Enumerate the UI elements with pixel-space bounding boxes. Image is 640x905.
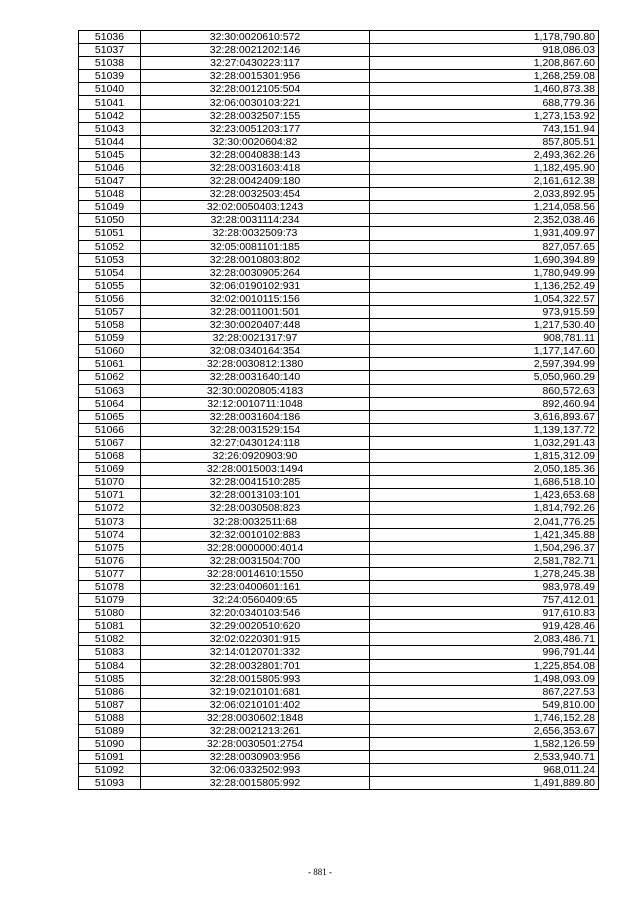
cadastral-value: 996,791.44 (370, 646, 599, 659)
cadastral-number: 32:14:0120701:332 (141, 646, 370, 659)
cadastral-value: 1,054,322.57 (370, 292, 599, 305)
row-number: 51053 (79, 253, 141, 266)
cadastral-number: 32:30:0020805:4183 (141, 384, 370, 397)
cadastral-number: 32:28:0031504:700 (141, 554, 370, 567)
cadastral-value: 2,656,353.67 (370, 724, 599, 737)
table-row (79, 607, 599, 620)
table-row (79, 698, 599, 711)
cadastral-value: 2,083,486.71 (370, 633, 599, 646)
row-number: 51037 (79, 44, 141, 57)
table-row (79, 541, 599, 554)
cadastral-number: 32:23:0400601:161 (141, 580, 370, 593)
cadastral-value: 1,182,495.90 (370, 161, 599, 174)
row-number: 51070 (79, 476, 141, 489)
table-row (79, 371, 599, 384)
row-number: 51089 (79, 724, 141, 737)
cadastral-number: 32:30:0020610:572 (141, 31, 370, 44)
cadastral-value: 688,779.36 (370, 96, 599, 109)
cadastral-number: 32:28:0021202:146 (141, 44, 370, 57)
cadastral-value: 1,278,245.38 (370, 567, 599, 580)
row-number: 51074 (79, 528, 141, 541)
table-row (79, 724, 599, 737)
cadastral-value: 1,225,854.08 (370, 659, 599, 672)
cadastral-number: 32:06:0030103:221 (141, 96, 370, 109)
table-row (79, 279, 599, 292)
cadastral-value: 857,805.51 (370, 135, 599, 148)
table-row (79, 751, 599, 764)
cadastral-value: 1,214,058.56 (370, 201, 599, 214)
row-number: 51058 (79, 319, 141, 332)
table-row (79, 489, 599, 502)
row-number: 51066 (79, 423, 141, 436)
cadastral-value: 1,815,312.09 (370, 450, 599, 463)
cadastral-value: 1,032,291.43 (370, 436, 599, 449)
cadastral-number: 32:27:0430124:118 (141, 436, 370, 449)
cadastral-value: 757,412.01 (370, 594, 599, 607)
cadastral-number: 32:24:0560409:65 (141, 594, 370, 607)
cadastral-number: 32:28:0030903:956 (141, 751, 370, 764)
table-row (79, 319, 599, 332)
cadastral-value: 2,041,776.25 (370, 515, 599, 528)
table-row (79, 450, 599, 463)
table-row (79, 528, 599, 541)
table-row (79, 96, 599, 109)
cadastral-number: 32:28:0032507:155 (141, 109, 370, 122)
row-number: 51057 (79, 305, 141, 318)
table-row (79, 122, 599, 135)
cadastral-number: 32:27:0430223:117 (141, 57, 370, 70)
cadastral-value: 2,161,612.38 (370, 175, 599, 188)
row-number: 51079 (79, 594, 141, 607)
row-number: 51068 (79, 450, 141, 463)
cadastral-number: 32:02:0050403:1243 (141, 201, 370, 214)
cadastral-value: 1,504,296.37 (370, 541, 599, 554)
cadastral-number: 32:28:0032511:68 (141, 515, 370, 528)
cadastral-value: 1,686,518.10 (370, 476, 599, 489)
cadastral-value: 1,814,792.26 (370, 502, 599, 515)
table-row (79, 70, 599, 83)
cadastral-number: 32:28:0012105:504 (141, 83, 370, 96)
row-number: 51092 (79, 764, 141, 777)
cadastral-number: 32:28:0041510:285 (141, 476, 370, 489)
cadastral-number: 32:23:0051203:177 (141, 122, 370, 135)
cadastral-value: 2,597,394.99 (370, 358, 599, 371)
cadastral-value: 549,810.00 (370, 698, 599, 711)
cadastral-value: 973,915.59 (370, 305, 599, 318)
table-row (79, 175, 599, 188)
cadastral-number: 32:28:0031114:234 (141, 214, 370, 227)
cadastral-value: 1,746,152.28 (370, 711, 599, 724)
table-row (79, 188, 599, 201)
cadastral-value: 919,428.46 (370, 620, 599, 633)
cadastral-number: 32:28:0015805:993 (141, 672, 370, 685)
cadastral-value: 2,352,038.46 (370, 214, 599, 227)
row-number: 51036 (79, 31, 141, 44)
row-number: 51062 (79, 371, 141, 384)
cadastral-number: 32:28:0000000:4014 (141, 541, 370, 554)
table-row (79, 83, 599, 96)
page-number: - 881 - (308, 867, 332, 877)
cadastral-value: 908,781.11 (370, 332, 599, 345)
cadastral-value: 2,050,185.36 (370, 463, 599, 476)
cadastral-number: 32:28:0015301:956 (141, 70, 370, 83)
cadastral-number: 32:06:0190102:931 (141, 279, 370, 292)
cadastral-number: 32:28:0031529:154 (141, 423, 370, 436)
table-row (79, 148, 599, 161)
table-row (79, 161, 599, 174)
row-number: 51085 (79, 672, 141, 685)
row-number: 51077 (79, 567, 141, 580)
cadastral-number: 32:30:0020407:448 (141, 319, 370, 332)
table-row (79, 266, 599, 279)
row-number: 51044 (79, 135, 141, 148)
cadastral-number: 32:12:0010711:1048 (141, 397, 370, 410)
cadastral-value: 892,460.94 (370, 397, 599, 410)
row-number: 51047 (79, 175, 141, 188)
cadastral-number: 32:32:0010102:883 (141, 528, 370, 541)
table-row (79, 502, 599, 515)
table-row (79, 672, 599, 685)
cadastral-value: 983,978.49 (370, 580, 599, 593)
cadastral-value: 867,227.53 (370, 685, 599, 698)
table-row (79, 410, 599, 423)
row-number: 51086 (79, 685, 141, 698)
cadastral-value: 1,217,530.40 (370, 319, 599, 332)
row-number: 51072 (79, 502, 141, 515)
row-number: 51043 (79, 122, 141, 135)
row-number: 51082 (79, 633, 141, 646)
row-number: 51087 (79, 698, 141, 711)
table-body (79, 31, 599, 790)
table-row (79, 253, 599, 266)
cadastral-value: 5,050,960.29 (370, 371, 599, 384)
table-row (79, 240, 599, 253)
table-row (79, 554, 599, 567)
row-number: 51081 (79, 620, 141, 633)
cadastral-number: 32:28:0042409:180 (141, 175, 370, 188)
cadastral-number: 32:28:0030501:2754 (141, 738, 370, 751)
row-number: 51059 (79, 332, 141, 345)
row-number: 51040 (79, 83, 141, 96)
cadastral-number: 32:28:0010803:802 (141, 253, 370, 266)
row-number: 51073 (79, 515, 141, 528)
cadastral-number: 32:28:0030812:1380 (141, 358, 370, 371)
cadastral-value-table (78, 30, 599, 790)
row-number: 51088 (79, 711, 141, 724)
cadastral-value: 918,086.03 (370, 44, 599, 57)
cadastral-number: 32:28:0032801:701 (141, 659, 370, 672)
row-number: 51056 (79, 292, 141, 305)
cadastral-number: 32:02:0010115:156 (141, 292, 370, 305)
cadastral-value: 1,208,867.60 (370, 57, 599, 70)
row-number: 51067 (79, 436, 141, 449)
cadastral-value: 3,616,893.67 (370, 410, 599, 423)
cadastral-value: 1,931,409.97 (370, 227, 599, 240)
row-number: 51084 (79, 659, 141, 672)
table-row (79, 659, 599, 672)
table-row (79, 135, 599, 148)
table-row (79, 423, 599, 436)
row-number: 51093 (79, 777, 141, 790)
table-row (79, 633, 599, 646)
cadastral-value: 1,460,873.38 (370, 83, 599, 96)
row-number: 51051 (79, 227, 141, 240)
cadastral-number: 32:06:0210101:402 (141, 698, 370, 711)
row-number: 51080 (79, 607, 141, 620)
cadastral-number: 32:28:0015003:1494 (141, 463, 370, 476)
cadastral-value: 1,139,137.72 (370, 423, 599, 436)
row-number: 51038 (79, 57, 141, 70)
cadastral-value: 1,423,653.68 (370, 489, 599, 502)
row-number: 51041 (79, 96, 141, 109)
table-row (79, 397, 599, 410)
cadastral-number: 32:28:0021317:97 (141, 332, 370, 345)
cadastral-value: 1,582,126.59 (370, 738, 599, 751)
cadastral-value: 1,421,345.88 (370, 528, 599, 541)
cadastral-number: 32:28:0011001:501 (141, 305, 370, 318)
cadastral-value: 2,033,892.95 (370, 188, 599, 201)
cadastral-number: 32:28:0013103:101 (141, 489, 370, 502)
table-row (79, 214, 599, 227)
cadastral-value: 917,610.83 (370, 607, 599, 620)
table-row (79, 764, 599, 777)
cadastral-number: 32:02:0220301:915 (141, 633, 370, 646)
row-number: 51064 (79, 397, 141, 410)
table-row (79, 292, 599, 305)
cadastral-value: 1,690,394.89 (370, 253, 599, 266)
cadastral-value: 2,581,782.71 (370, 554, 599, 567)
cadastral-value: 1,136,252.49 (370, 279, 599, 292)
table-row (79, 515, 599, 528)
row-number: 51049 (79, 201, 141, 214)
row-number: 51078 (79, 580, 141, 593)
cadastral-value: 860,572.63 (370, 384, 599, 397)
cadastral-value: 1,491,889.80 (370, 777, 599, 790)
row-number: 51061 (79, 358, 141, 371)
row-number: 51083 (79, 646, 141, 659)
cadastral-number: 32:30:0020604:82 (141, 135, 370, 148)
table-row (79, 345, 599, 358)
table-row (79, 384, 599, 397)
cadastral-number: 32:28:0030905:264 (141, 266, 370, 279)
table-row (79, 358, 599, 371)
cadastral-value: 1,273,153.92 (370, 109, 599, 122)
table-row (79, 476, 599, 489)
row-number: 51050 (79, 214, 141, 227)
cadastral-value: 1,268,259.08 (370, 70, 599, 83)
cadastral-number: 32:28:0031640:140 (141, 371, 370, 384)
row-number: 51063 (79, 384, 141, 397)
table-row (79, 44, 599, 57)
cadastral-number: 32:28:0040838:143 (141, 148, 370, 161)
row-number: 51069 (79, 463, 141, 476)
table-row (79, 567, 599, 580)
row-number: 51055 (79, 279, 141, 292)
table-row (79, 777, 599, 790)
row-number: 51060 (79, 345, 141, 358)
row-number: 51052 (79, 240, 141, 253)
cadastral-number: 32:20:0340103:546 (141, 607, 370, 620)
row-number: 51065 (79, 410, 141, 423)
cadastral-number: 32:08:0340164:354 (141, 345, 370, 358)
row-number: 51090 (79, 738, 141, 751)
table-row (79, 305, 599, 318)
row-number: 51045 (79, 148, 141, 161)
row-number: 51039 (79, 70, 141, 83)
row-number: 51075 (79, 541, 141, 554)
row-number: 51054 (79, 266, 141, 279)
table-row (79, 685, 599, 698)
cadastral-number: 32:28:0021213:261 (141, 724, 370, 737)
cadastral-value: 743,151.94 (370, 122, 599, 135)
table-row (79, 738, 599, 751)
table-row (79, 227, 599, 240)
table-row (79, 580, 599, 593)
table-row (79, 620, 599, 633)
table-row (79, 646, 599, 659)
cadastral-number: 32:29:0020510:620 (141, 620, 370, 633)
row-number: 51076 (79, 554, 141, 567)
table-row (79, 57, 599, 70)
cadastral-number: 32:19:0210101:681 (141, 685, 370, 698)
cadastral-number: 32:28:0014610:1550 (141, 567, 370, 580)
cadastral-number: 32:28:0031603:418 (141, 161, 370, 174)
cadastral-number: 32:28:0015805:992 (141, 777, 370, 790)
table-row (79, 463, 599, 476)
cadastral-value: 2,533,940.71 (370, 751, 599, 764)
cadastral-value: 1,498,093.09 (370, 672, 599, 685)
row-number: 51046 (79, 161, 141, 174)
cadastral-number: 32:26:0920903:90 (141, 450, 370, 463)
cadastral-value: 1,780,949.99 (370, 266, 599, 279)
cadastral-value: 1,178,790.80 (370, 31, 599, 44)
table-row (79, 332, 599, 345)
row-number: 51048 (79, 188, 141, 201)
row-number: 51091 (79, 751, 141, 764)
cadastral-number: 32:28:0032509:73 (141, 227, 370, 240)
cadastral-number: 32:28:0030602:1848 (141, 711, 370, 724)
cadastral-number: 32:28:0030508:823 (141, 502, 370, 515)
table-row (79, 31, 599, 44)
cadastral-number: 32:05:0081101:185 (141, 240, 370, 253)
table-row (79, 109, 599, 122)
table-row (79, 436, 599, 449)
cadastral-number: 32:28:0031604:186 (141, 410, 370, 423)
cadastral-number: 32:06:0332502:993 (141, 764, 370, 777)
table-row (79, 711, 599, 724)
row-number: 51071 (79, 489, 141, 502)
cadastral-value: 827,057.65 (370, 240, 599, 253)
table-row (79, 201, 599, 214)
cadastral-number: 32:28:0032503:454 (141, 188, 370, 201)
row-number: 51042 (79, 109, 141, 122)
cadastral-value: 2,493,362.26 (370, 148, 599, 161)
cadastral-value: 1,177,147.60 (370, 345, 599, 358)
cadastral-value: 968,011.24 (370, 764, 599, 777)
table-row (79, 594, 599, 607)
